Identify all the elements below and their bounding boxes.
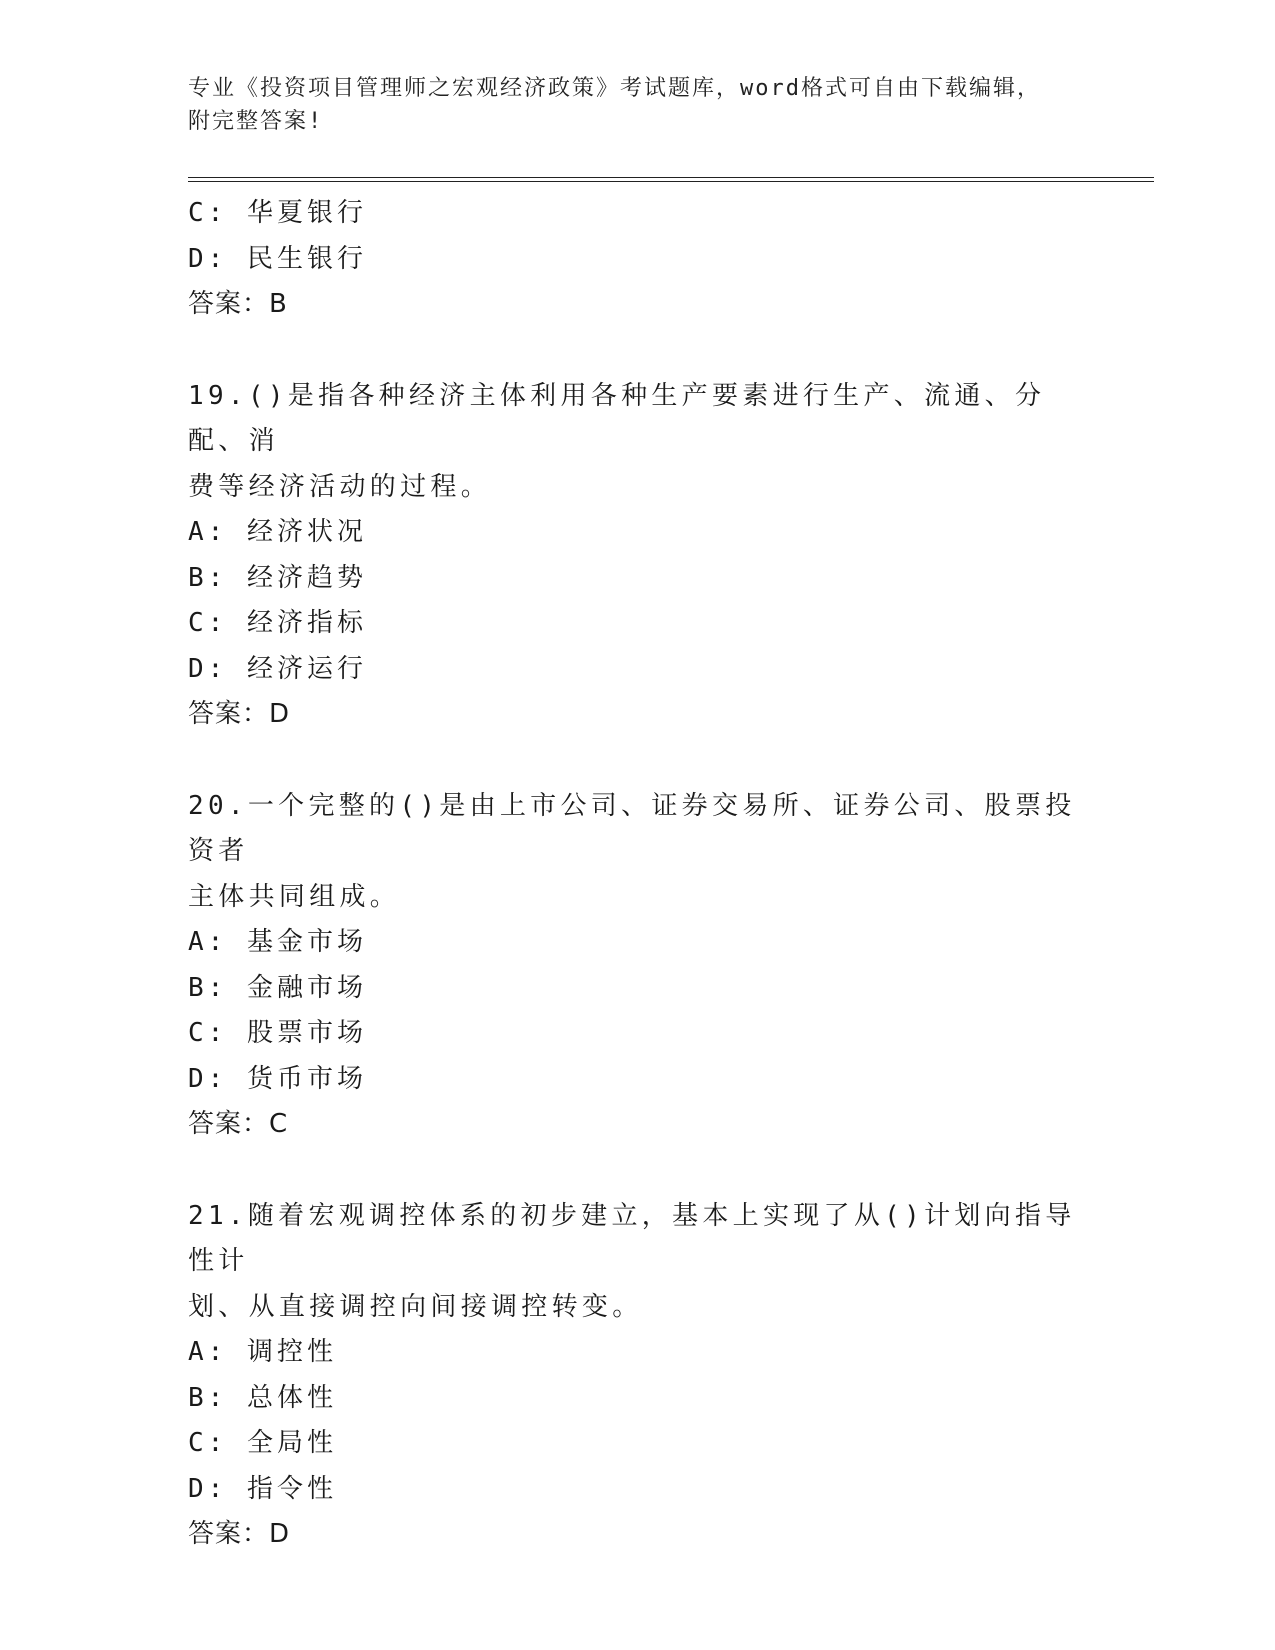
page-header bbox=[188, 72, 1088, 138]
option-a: A: 基金市场 bbox=[188, 927, 367, 957]
header-line-2: 附完整答案! bbox=[188, 109, 324, 134]
option-c: C: 全局性 bbox=[188, 1428, 337, 1458]
option-d: D: 指令性 bbox=[188, 1473, 337, 1504]
answer-line: 答案：C bbox=[188, 1109, 289, 1139]
question-20 bbox=[188, 784, 1088, 1148]
option-d: D: 经济运行 bbox=[188, 653, 367, 684]
previous-question-tail bbox=[188, 191, 1088, 328]
question-text-line-1: 20.一个完整的()是由上市公司、证券交易所、证券公司、股票投资者 bbox=[188, 790, 1076, 866]
question-text-line-1: 21.随着宏观调控体系的初步建立，基本上实现了从()计划向指导性计 bbox=[188, 1200, 1076, 1276]
option-c: C: 华夏银行 bbox=[188, 198, 367, 228]
question-19 bbox=[188, 374, 1088, 738]
header-line-1: 专业《投资项目管理师之宏观经济政策》考试题库，word格式可自由下载编辑， bbox=[188, 76, 1041, 101]
answer-line: 答案：D bbox=[188, 1519, 291, 1549]
option-a: A: 经济状况 bbox=[188, 517, 367, 547]
option-c: C: 经济指标 bbox=[188, 608, 367, 638]
option-b: B: 金融市场 bbox=[188, 972, 367, 1003]
option-a: A: 调控性 bbox=[188, 1337, 337, 1367]
question-text-line-2: 划、从直接调控向间接调控转变。 bbox=[188, 1291, 643, 1322]
document-body bbox=[188, 191, 1088, 1558]
answer-line: 答案：B bbox=[188, 289, 288, 319]
option-d: D: 货币市场 bbox=[188, 1063, 367, 1094]
header-divider bbox=[188, 177, 1154, 182]
question-21 bbox=[188, 1194, 1088, 1558]
question-text-line-1: 19.()是指各种经济主体利用各种生产要素进行生产、流通、分配、消 bbox=[188, 380, 1046, 456]
option-d: D: 民生银行 bbox=[188, 243, 367, 274]
option-b: B: 总体性 bbox=[188, 1382, 337, 1413]
question-text-line-2: 费等经济活动的过程。 bbox=[188, 471, 492, 502]
option-b: B: 经济趋势 bbox=[188, 562, 367, 593]
question-text-line-2: 主体共同组成。 bbox=[188, 881, 401, 912]
spacer bbox=[188, 328, 1088, 374]
spacer bbox=[188, 738, 1088, 784]
answer-line: 答案：D bbox=[188, 699, 291, 729]
option-c: C: 股票市场 bbox=[188, 1018, 367, 1048]
spacer bbox=[188, 1148, 1088, 1194]
